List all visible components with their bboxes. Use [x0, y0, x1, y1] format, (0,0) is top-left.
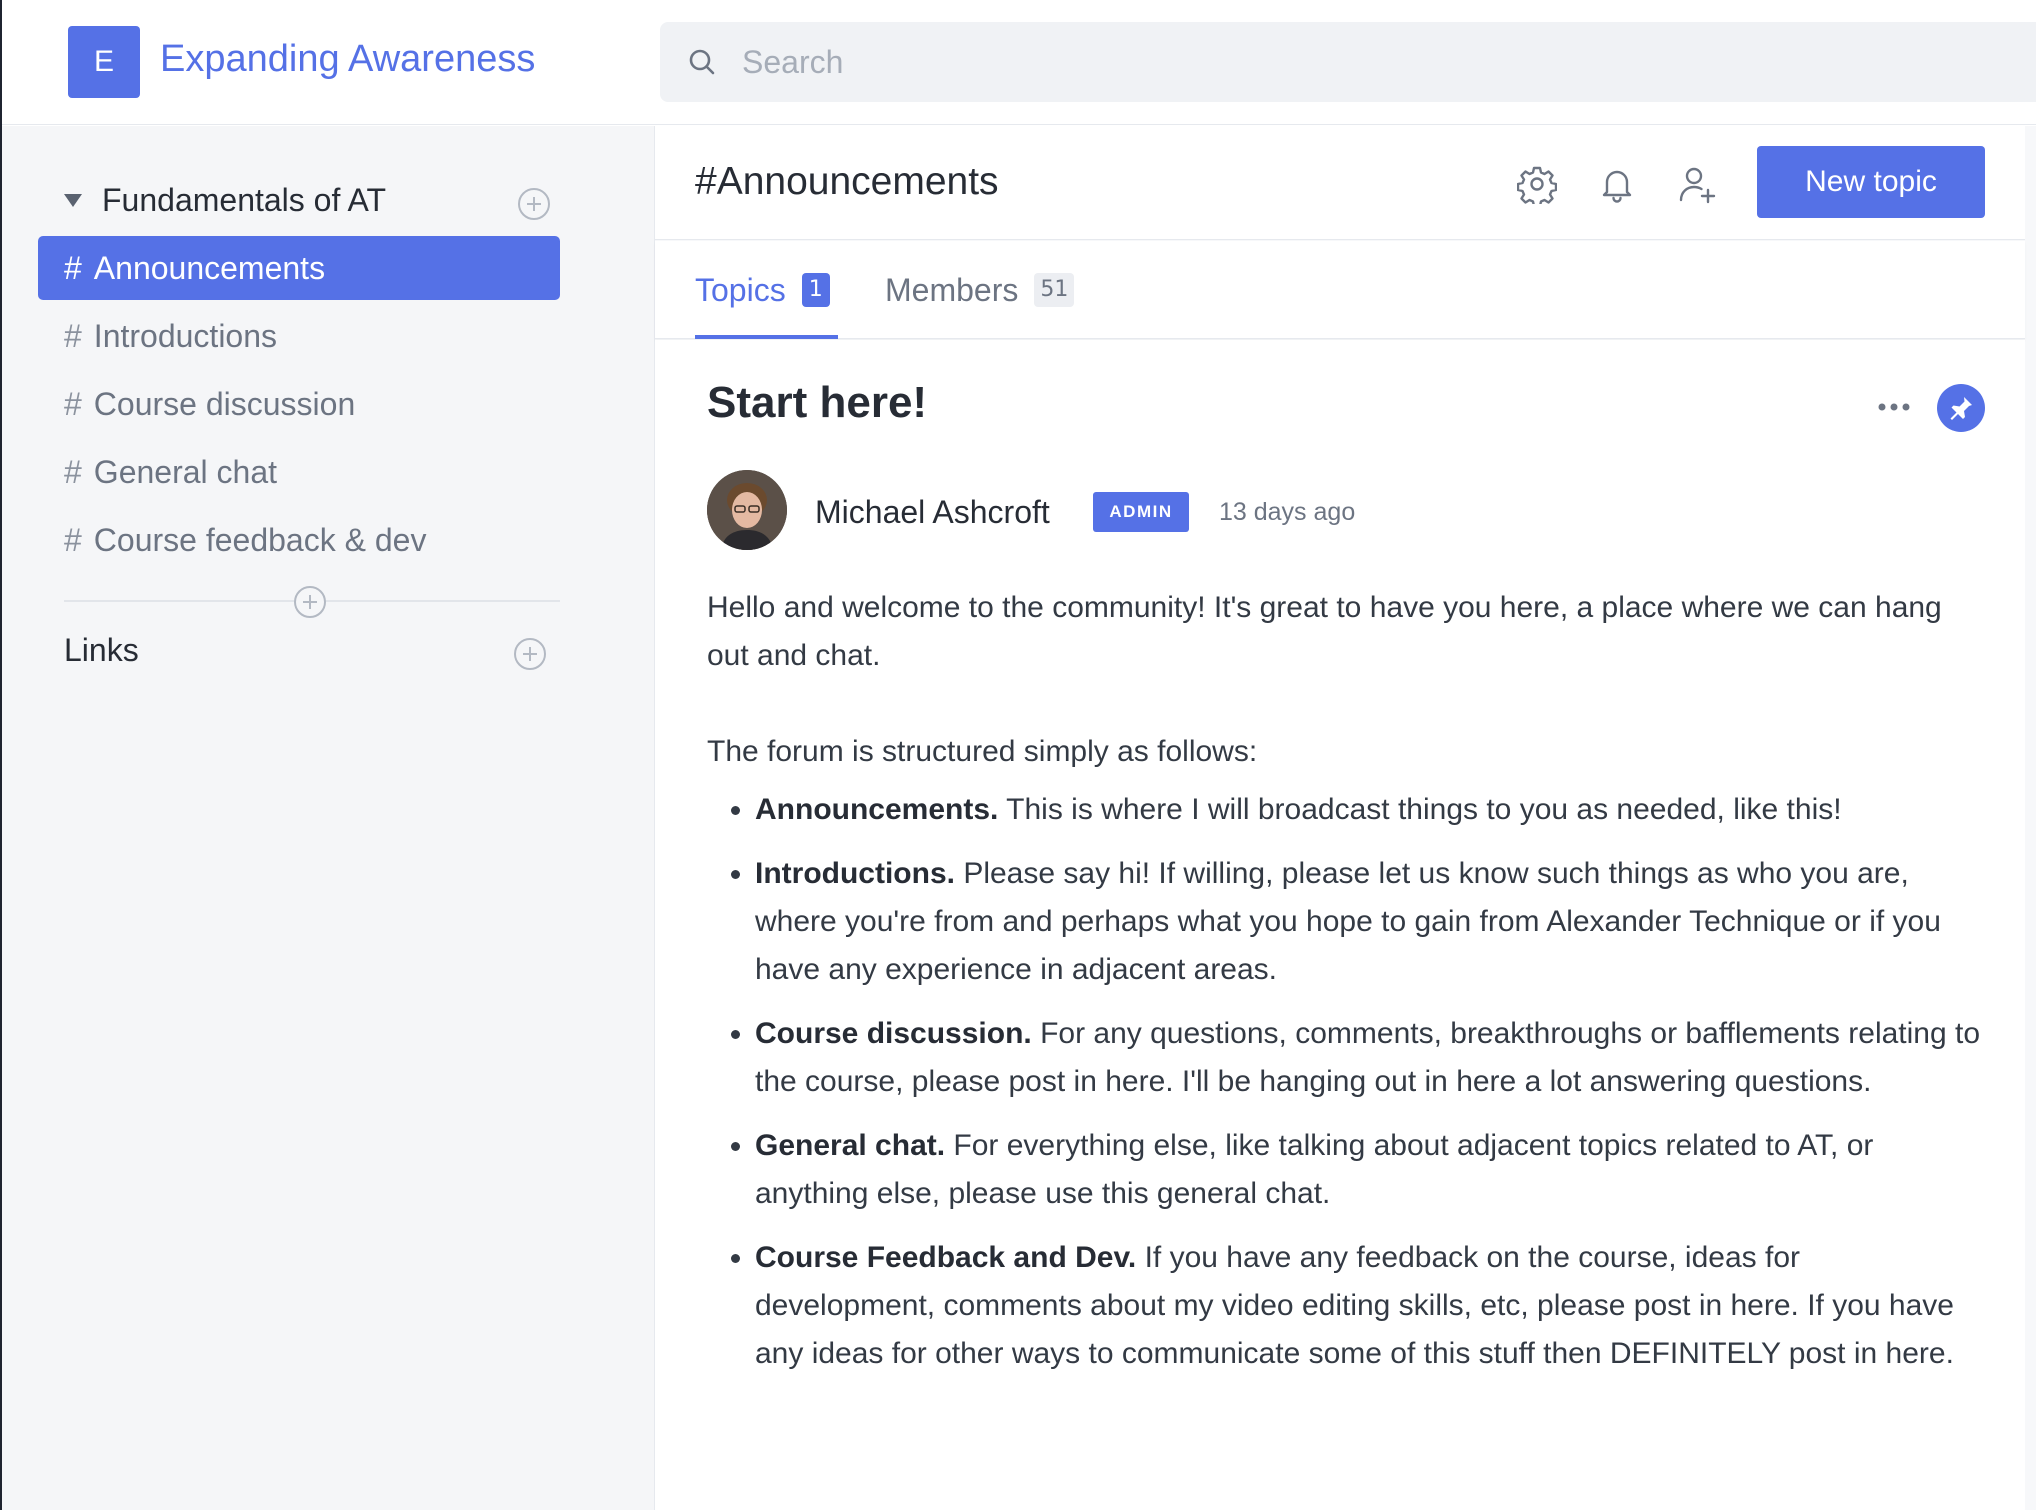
post-intro: Hello and welcome to the community! It's great to have you here, a place where we can hang out and chat. [707, 591, 1942, 672]
sidebar-item-label: Course feedback & dev [93, 521, 427, 558]
post-timestamp[interactable]: 13 days ago [1219, 498, 1356, 526]
post-title[interactable]: Start here! [707, 378, 928, 427]
more-options-icon[interactable] [1877, 402, 1911, 412]
links-section-title[interactable]: Links [64, 632, 139, 668]
search-input[interactable] [742, 22, 1942, 102]
members-count-badge: 51 [1034, 273, 1074, 307]
author-name[interactable]: Michael Ashcroft [815, 494, 1050, 530]
post-body [707, 584, 1987, 1394]
channel-header [655, 126, 2025, 240]
bell-icon[interactable] [1597, 164, 1637, 204]
window-left-edge [0, 0, 2, 1510]
sidebar [2, 126, 654, 1510]
pin-icon[interactable] [1937, 384, 1985, 432]
tab-topics[interactable] [695, 241, 830, 339]
hash-icon: # [64, 317, 82, 354]
main-content [654, 126, 2036, 1510]
tab-label: Topics [695, 271, 786, 308]
sidebar-item-course-feedback[interactable] [38, 508, 560, 572]
channel-group-title: Fundamentals of AT [102, 182, 386, 218]
sidebar-item-general-chat[interactable] [38, 440, 560, 504]
caret-down-icon[interactable] [64, 194, 82, 207]
hash-icon: # [64, 521, 82, 558]
sidebar-item-course-discussion[interactable] [38, 372, 560, 436]
pinned-topic-post [655, 340, 2025, 1510]
logo-letter: E [93, 45, 114, 78]
sidebar-item-introductions[interactable] [38, 304, 560, 368]
tab-members[interactable] [885, 241, 1074, 339]
tab-label: Members [885, 271, 1019, 308]
list-item: • Introductions. Please say hi! If willing, please let us know such things as who you are, where you're from and perhaps what you hope to gain from Alexander Technique or if you have any experience in adjacent areas. [755, 850, 1987, 994]
topics-count-badge: 1 [802, 273, 830, 307]
search-bar[interactable] [660, 22, 2036, 102]
search-icon [688, 48, 716, 76]
community-title[interactable]: Expanding Awareness [160, 38, 536, 80]
sidebar-item-label: Announcements [93, 249, 326, 286]
sidebar-item-label: General chat [93, 453, 278, 490]
pushpin-icon [1937, 384, 1985, 432]
channel-list [38, 236, 560, 576]
sidebar-item-label: Course discussion [93, 385, 356, 422]
add-member-icon[interactable] [1677, 164, 1717, 204]
list-item: • Course Feedback and Dev. If you have any feedback on the course, ideas for development, comments about my video editing skills, etc, please post in here. If you have any ideas for other ways to communicate some of this stuff then DEFINITELY post in here. [755, 1234, 1987, 1378]
new-topic-button[interactable]: New topic [1757, 146, 1985, 218]
channel-tabs [655, 241, 2025, 339]
list-item: • Announcements. This is where I will broadcast things to you as needed, like this! [755, 786, 1987, 834]
top-header [0, 0, 2036, 125]
sidebar-item-announcements[interactable] [38, 236, 560, 300]
list-item: • Course discussion. For any questions, comments, breakthroughs or bafflements relating to the course, please post in here. I'll be hanging out in here a lot answering questions. [755, 1010, 1987, 1106]
hash-icon: # [64, 249, 82, 286]
add-channel-icon[interactable] [518, 188, 550, 220]
list-item: • General chat. For everything else, like talking about adjacent topics related to AT, or anything else, please use this general chat. [755, 1122, 1987, 1218]
community-logo[interactable] [68, 26, 140, 98]
author-photo-icon [707, 470, 787, 550]
gear-icon[interactable] [1517, 164, 1557, 204]
channel-title: #Announcements [695, 160, 999, 203]
channel-guide-list [707, 786, 1987, 1378]
avatar[interactable] [707, 470, 787, 550]
add-group-icon[interactable] [294, 586, 326, 618]
hash-icon: # [64, 453, 82, 490]
hash-icon: # [64, 385, 82, 422]
admin-badge: ADMIN [1093, 492, 1189, 532]
add-link-icon[interactable] [514, 638, 546, 670]
sidebar-item-label: Introductions [93, 317, 278, 354]
channel-group-header[interactable] [64, 180, 562, 228]
post-structure-intro: The forum is structured simply as follows: [707, 735, 1258, 768]
